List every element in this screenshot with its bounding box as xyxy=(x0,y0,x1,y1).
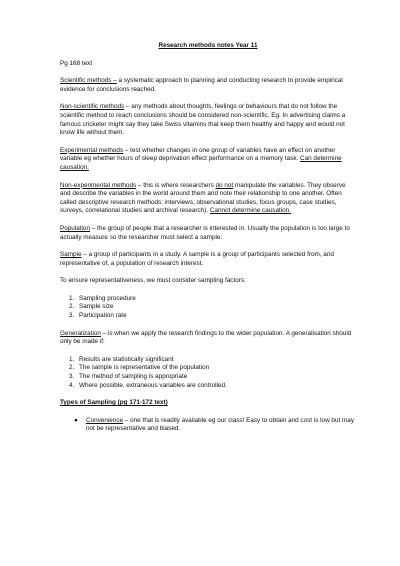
definition-term: Non-scientific methods xyxy=(60,103,125,111)
definition-text: – test whether changes in one group of variables have an effect on another variable eg whether hours of sleep deprivation effect performance on a memory task. xyxy=(60,146,336,163)
document-page xyxy=(60,42,356,434)
list-item: 2. The sample is representative of the population xyxy=(76,364,356,373)
definition-term: Sample xyxy=(60,251,82,259)
list-item: 3. The method of sampling is appropriate xyxy=(76,373,356,382)
sampling-types-list xyxy=(60,417,356,434)
definition-text: a systematic approach to planning and conducting research to provide empirical evidence for conclusions reached. xyxy=(60,77,343,93)
list-item xyxy=(76,417,356,434)
definition-term: Scientific methods – xyxy=(60,77,117,85)
list-item: 4. Where possible, extraneous variables are controlled. xyxy=(76,382,356,391)
sampling-factors-list xyxy=(60,295,356,321)
definition-sample xyxy=(60,251,356,268)
definition-emphasis: do not xyxy=(215,181,234,189)
definition-term: Generalization xyxy=(60,329,101,337)
definition-scientific-methods xyxy=(60,77,356,94)
list-item: 3. Participation rate xyxy=(76,312,356,321)
bullet-icon: ● xyxy=(74,416,78,424)
definition-non-experimental-methods xyxy=(60,182,356,216)
definition-conclusion: Can determine causation. xyxy=(60,155,342,171)
generalization-conditions-list xyxy=(60,356,356,390)
definition-text: – the group of people that a researcher is interested in. Usually the population is too large to actually measure so the researcher must select a sample: xyxy=(60,224,350,241)
page-reference: Pg 168 text xyxy=(60,59,93,67)
representativeness-intro: To ensure representativeness, we must consider sampling factors: xyxy=(60,277,246,285)
definition-term: Experimental methods xyxy=(60,146,124,154)
definition-conclusion: Cannot determine causation. xyxy=(209,207,291,215)
definition-term: Non-experimental methods xyxy=(60,181,137,189)
definition-term: Population xyxy=(60,224,90,232)
definition-text: – any methods about thoughts, feelings or behaviours that do not follow the scientific method to reach conclusions should be considered non-scientific. Eg. In advertising claims a famous cricketer might say they take Swiss vitamins that keep them healthy and happy and would not know life without them. xyxy=(60,103,346,137)
list-item: 1. Results are statistically significant xyxy=(76,356,356,365)
document-title: Research methods notes Year 11 xyxy=(158,42,258,49)
definition-text: – a group of participants in a study. A sample is a group of participants selected from, and representative of, a population of research interest. xyxy=(60,251,334,267)
definition-population xyxy=(60,225,356,242)
types-of-sampling-heading: Types of Sampling (pg 171-172 text) xyxy=(60,399,168,407)
definition-text: manipulate the variables. They observe and describe the variables in the world around them and note their relationship to one another. Often called descriptive research methods: interviews, observational studies, focus groups, case studies, surveys, correlational studies and archival research). xyxy=(60,181,346,215)
list-item: 2. Sample size xyxy=(76,303,356,312)
definition-term: Convenience xyxy=(86,416,124,424)
definition-generalization xyxy=(60,330,356,347)
definition-text: – one that is readily available eg our class! Easy to obtain and cost is low but may not be representative and biased. xyxy=(86,416,354,433)
list-item: 1. Sampling procedure xyxy=(76,295,356,304)
definition-non-scientific-methods xyxy=(60,103,356,137)
definition-experimental-methods xyxy=(60,147,356,173)
definition-text: – this is where researchers xyxy=(136,181,216,189)
definition-text: – is when we apply the research findings to the wider population. A generalisation should only be made if: xyxy=(60,329,352,346)
